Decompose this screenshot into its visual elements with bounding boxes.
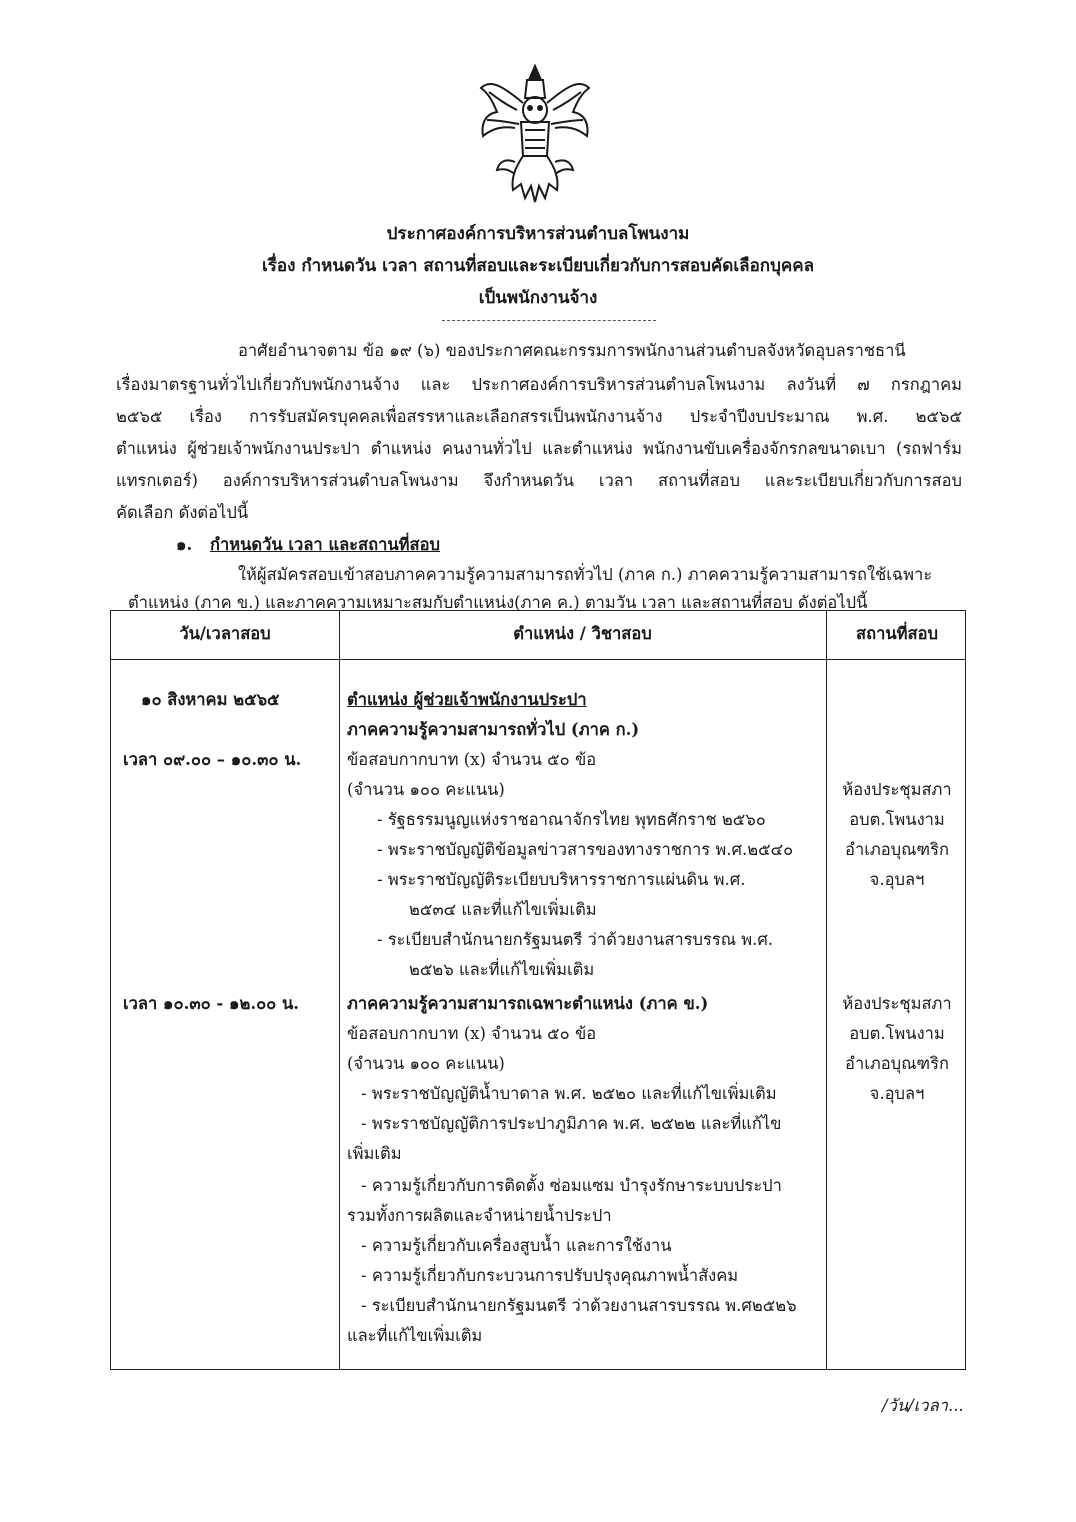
part-b-item: และที่แก้ไขเพิ่มเติม <box>347 1326 483 1345</box>
venue-line: ห้องประชุมสภา <box>842 994 952 1013</box>
intro-line-3: ๒๕๖๕ เรื่อง การรับสมัครบุคคลเพื่อสรรหาและเลือกสรรเป็นพนักงานจ้าง ประจำปีงบประมาณ พ.ศ. ๒๕๖๕ <box>116 407 962 426</box>
part-b-item: - พระราชบัญญัติน้ำบาดาล พ.ศ. ๒๕๒๐ และที่แก้ไขเพิ่มเติม <box>361 1084 777 1103</box>
intro-line-6: คัดเลือก ดังต่อไปนี้ <box>116 503 249 522</box>
announcement-subject-cont: เป็นพนักงานจ้าง <box>478 288 598 308</box>
part-a-item: - ระเบียบสำนักนายกรัฐมนตรี ว่าด้วยงานสารบรรณ พ.ศ. <box>377 930 774 949</box>
part-a-item: ๒๕๓๔ และที่แก้ไขเพิ่มเติม <box>409 900 597 919</box>
venue-line: ห้องประชุมสภา <box>842 780 952 799</box>
part-a-item: - พระราชบัญญัติระเบียบบริหารราชการแผ่นดิน พ.ศ. <box>377 870 746 889</box>
exam-date: ๑๐ สิงหาคม ๒๕๖๕ <box>141 690 280 709</box>
part-b-item: เพิ่มเติม <box>347 1144 402 1163</box>
part-b-item: - ความรู้เกี่ยวกับเครื่องสูบน้ำ และการใช้งาน <box>361 1236 672 1255</box>
part-a-format: ข้อสอบกากบาท (x) จำนวน ๕๐ ข้อ <box>347 750 597 769</box>
venue-line: อำเภอบุณฑริก <box>845 840 949 859</box>
part-a-score: (จำนวน ๑๐๐ คะแนน) <box>347 780 505 799</box>
part-a-item: ๒๕๒๖ และที่แก้ไขเพิ่มเติม <box>409 960 595 979</box>
venue-line: อบต.โพนงาม <box>849 1024 945 1043</box>
part-a-item: - พระราชบัญญัติข้อมูลข่าวสารของทางราชการ พ.ศ.๒๕๔๐ <box>377 840 794 859</box>
exam-schedule-table <box>110 610 966 1370</box>
part-a-title: ภาคความรู้ความสามารถทั่วไป (ภาค ก.) <box>347 720 640 739</box>
header-divider <box>111 659 965 660</box>
part-b-format: ข้อสอบกากบาท (x) จำนวน ๕๐ ข้อ <box>347 1024 597 1043</box>
exam-time-2: เวลา ๑๐.๓๐ - ๑๒.๐๐ น. <box>123 994 300 1013</box>
section-number: ๑. <box>176 535 193 554</box>
intro-line-1: อาศัยอำนาจตาม ข้อ ๑๙ (๖) ของประกาศคณะกรรมการพนักงานส่วนตำบลจังหวัดอุบลราชธานี <box>238 341 906 360</box>
venue-line: อำเภอบุณฑริก <box>845 1054 949 1073</box>
section-desc-line-2: ตำแหน่ง (ภาค ข.) และภาคความเหมาะสมกับตำแหน่ง(ภาค ค.) ตามวัน เวลา และสถานที่สอบ ดังต่อไปนี้ <box>128 593 868 612</box>
part-b-score: (จำนวน ๑๐๐ คะแนน) <box>347 1054 505 1073</box>
section-desc-line-1: ให้ผู้สมัครสอบเข้าสอบภาคความรู้ความสามารถทั่วไป (ภาค ก.) ภาคความรู้ความสามารถใช้เฉพาะ <box>238 565 933 584</box>
part-b-item: - ความรู้เกี่ยวกับการติดตั้ง ซ่อมแซม บำรุงรักษาระบบประปา <box>361 1176 782 1195</box>
part-b-title: ภาคความรู้ความสามารถเฉพาะตำแหน่ง (ภาค ข.) <box>347 994 709 1013</box>
part-b-item: - ระเบียบสำนักนายกรัฐมนตรี ว่าด้วยงานสารบรรณ พ.ศ๒๕๒๖ <box>361 1296 797 1315</box>
header-venue: สถานที่สอบ <box>856 624 938 643</box>
column-divider <box>826 611 827 1369</box>
part-b-item: รวมทั้งการผลิตและจำหน่ายน้ำประปา <box>347 1206 612 1225</box>
position-title: ตำแหน่ง ผู้ช่วยเจ้าพนักงานประปา <box>347 690 587 709</box>
part-a-item: - รัฐธรรมนูญแห่งราชอาณาจักรไทย พุทธศักราช ๒๕๖๐ <box>377 810 766 829</box>
venue-line: อบต.โพนงาม <box>849 810 945 829</box>
intro-line-2: เรื่องมาตรฐานทั่วไปเกี่ยวกับพนักงานจ้าง และ ประกาศองค์การบริหารส่วนตำบลโพนงาม ลงวันที่ ๗ กรกฎาคม <box>116 375 962 394</box>
garuda-emblem-icon <box>475 58 595 208</box>
exam-time-1: เวลา ๐๙.๐๐ – ๑๐.๓๐ น. <box>123 750 302 769</box>
intro-line-5: แทรกเตอร์) องค์การบริหารส่วนตำบลโพนงาม จึงกำหนดวัน เวลา สถานที่สอบ และระเบียบเกี่ยวกับการสอบ <box>116 471 962 490</box>
announcement-title: ประกาศองค์การบริหารส่วนตำบลโพนงาม <box>386 224 690 244</box>
section-heading: กำหนดวัน เวลา และสถานที่สอบ <box>210 535 440 554</box>
intro-line-4: ตำแหน่ง ผู้ช่วยเจ้าพนักงานประปา ตำแหน่ง คนงานทั่วไป และตำแหน่ง พนักงานขับเครื่องจักรกลขนาดเบา (รถฟาร์ม <box>116 439 962 458</box>
venue-line: จ.อุบลฯ <box>869 1084 925 1103</box>
continuation-note: /วัน/เวลา... <box>882 1396 964 1415</box>
title-separator <box>442 320 656 321</box>
part-b-item: - ความรู้เกี่ยวกับกระบวนการปรับปรุงคุณภาพน้ำสังคม <box>361 1266 739 1285</box>
venue-line: จ.อุบลฯ <box>869 870 925 889</box>
header-position-subject: ตำแหน่ง / วิชาสอบ <box>513 624 652 643</box>
header-date-time: วัน/เวลาสอบ <box>179 624 271 643</box>
part-b-item: - พระราชบัญญัติการประปาภูมิภาค พ.ศ. ๒๕๒๒ และที่แก้ไข <box>361 1114 782 1133</box>
announcement-subject: เรื่อง กำหนดวัน เวลา สถานที่สอบและระเบียบเกี่ยวกับการสอบคัดเลือกบุคคล <box>261 256 815 276</box>
column-divider <box>339 611 340 1369</box>
